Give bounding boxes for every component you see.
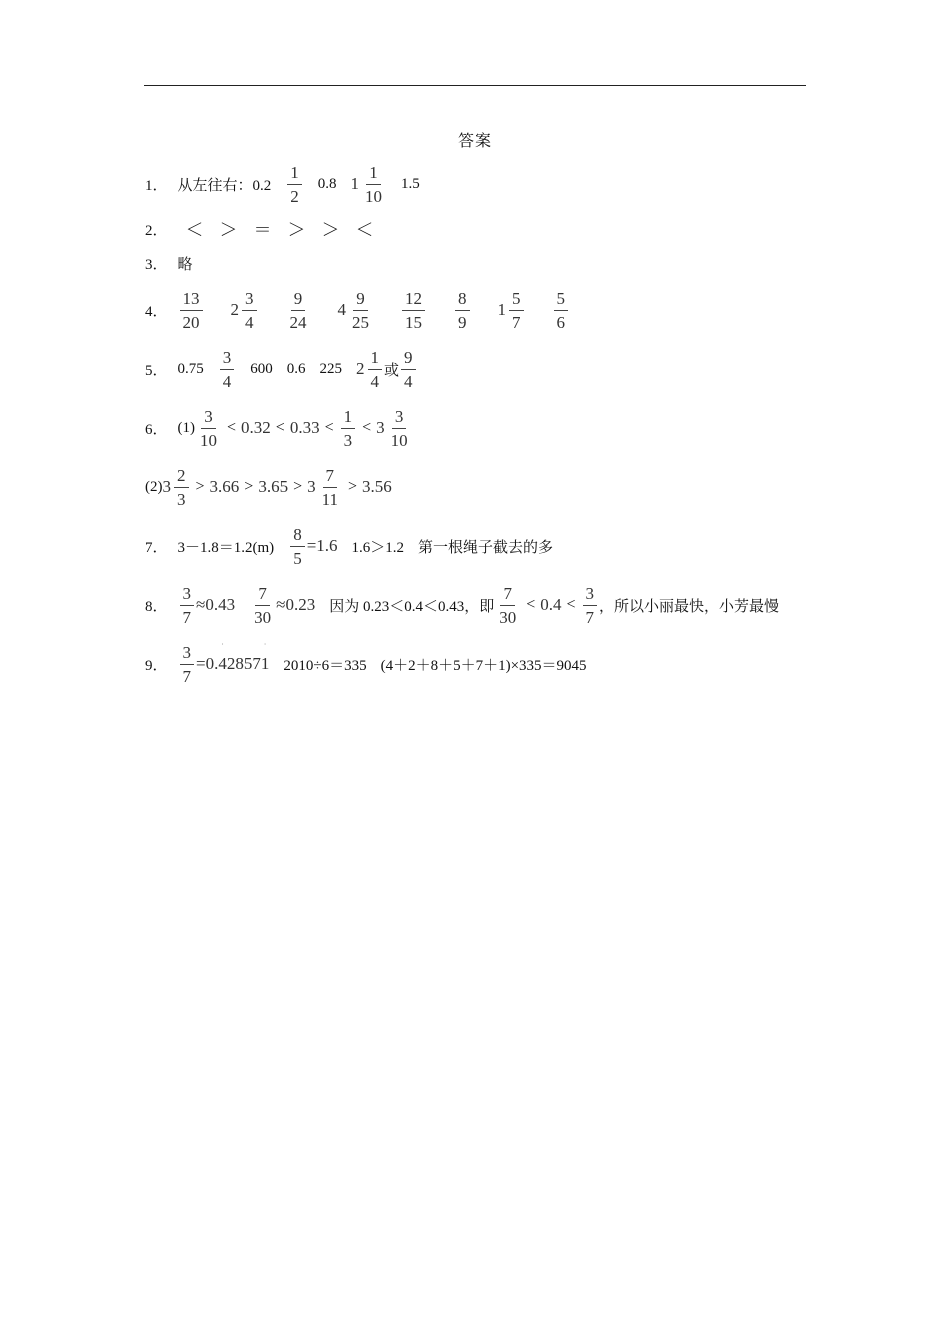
numerator: 13 xyxy=(180,288,203,311)
numerator: 1 xyxy=(341,406,356,429)
whole-part: 2 xyxy=(230,300,240,319)
comparison-symbol: ＞ xyxy=(321,220,340,240)
numerator: 3 xyxy=(242,288,257,311)
repeat-dot: · xyxy=(263,640,267,649)
fraction xyxy=(290,524,305,569)
repeat-dot: · xyxy=(221,640,224,649)
denominator: 7 xyxy=(182,666,192,686)
denominator: 4 xyxy=(404,371,413,391)
greater-than: > xyxy=(195,478,205,495)
text: 2010÷6＝335 xyxy=(283,657,367,674)
denominator: 6 xyxy=(556,312,566,332)
denominator: 4 xyxy=(370,371,380,391)
fraction xyxy=(496,583,519,628)
numerator: 9 xyxy=(353,288,368,311)
numerator: 9 xyxy=(291,288,306,311)
number: 0.4 xyxy=(540,595,562,614)
denominator: 25 xyxy=(352,312,370,332)
digit: 8 xyxy=(235,654,244,673)
denominator: 30 xyxy=(254,607,272,627)
numerator: 8 xyxy=(455,288,470,311)
fraction xyxy=(319,465,341,510)
whole-part: 3 xyxy=(376,418,385,437)
fraction xyxy=(509,288,524,333)
answer-4 xyxy=(145,283,570,337)
denominator: 2 xyxy=(290,186,299,206)
digit: 4 xyxy=(218,654,227,673)
text: (4＋2＋8＋5＋7＋1)×335＝9045 xyxy=(380,657,587,674)
denominator: 11 xyxy=(321,489,338,509)
less-than: < xyxy=(324,419,334,436)
fraction xyxy=(174,465,189,510)
numerator: 7 xyxy=(255,583,270,606)
fraction xyxy=(251,583,274,628)
digit: 5 xyxy=(243,654,253,673)
repeating-digit xyxy=(260,640,270,674)
whole-part: 3 xyxy=(307,477,316,496)
denominator: 7 xyxy=(585,607,595,627)
header-rule xyxy=(144,85,806,86)
answer-6-part-1 xyxy=(145,401,413,455)
number: 0.33 xyxy=(289,418,320,437)
greater-than: > xyxy=(293,478,303,495)
fraction xyxy=(220,347,235,392)
denominator: 20 xyxy=(182,312,200,332)
text: 0.8 xyxy=(317,175,337,192)
comparison-symbol: ＞ xyxy=(219,220,238,240)
comparison-symbol: ＜ xyxy=(185,220,204,240)
fraction xyxy=(180,288,203,333)
number: =1.6 xyxy=(306,536,338,555)
less-than: < xyxy=(526,596,536,613)
whole-part: 3 xyxy=(162,477,171,496)
answer-3 xyxy=(145,236,193,290)
numerator: 7 xyxy=(500,583,515,606)
answer-9 xyxy=(145,637,587,691)
whole-part: 1 xyxy=(497,300,507,319)
less-than: < xyxy=(275,419,285,436)
denominator: 30 xyxy=(499,607,517,627)
fraction xyxy=(368,347,383,392)
fraction xyxy=(341,406,356,451)
fraction xyxy=(349,288,372,333)
digit: 7 xyxy=(252,654,261,673)
text: (1) xyxy=(177,419,196,436)
numerator: 3 xyxy=(392,406,407,429)
text: 第一根绳子截去的多 xyxy=(418,539,554,556)
text: 225 xyxy=(319,360,343,377)
numerator: 3 xyxy=(180,583,195,606)
text: 从左往右：0.2 xyxy=(177,177,272,194)
denominator: 15 xyxy=(405,312,423,332)
denominator: 4 xyxy=(222,371,232,391)
numerator: 5 xyxy=(554,288,569,311)
denominator: 10 xyxy=(365,186,383,206)
numerator: 5 xyxy=(509,288,524,311)
whole-part: 1 xyxy=(350,174,360,193)
fraction xyxy=(287,162,302,207)
numerator: 1 xyxy=(368,347,383,370)
fraction xyxy=(401,347,416,392)
denominator: 3 xyxy=(343,430,353,450)
whole-part: 4 xyxy=(337,300,347,319)
item-number: 9． xyxy=(145,657,168,674)
numerator: 3 xyxy=(220,347,235,370)
text: 因为 0.23＜0.4＜0.43，即 xyxy=(329,598,495,615)
number: 3.65 xyxy=(258,477,289,496)
comparison-symbol: ＜ xyxy=(355,220,374,240)
text: 0.75 xyxy=(177,360,204,377)
number: =0. xyxy=(196,654,219,673)
numerator: 1 xyxy=(366,162,381,185)
text: 0.6 xyxy=(286,360,306,377)
item-number: 7． xyxy=(145,539,168,556)
text: 3－1.8＝1.2(m) xyxy=(177,539,275,556)
denominator: 24 xyxy=(289,312,307,332)
denominator: 5 xyxy=(293,548,302,568)
denominator: 7 xyxy=(512,312,521,332)
fraction xyxy=(583,583,598,628)
denominator: 7 xyxy=(182,607,192,627)
comparison-symbol: ＞ xyxy=(287,220,306,240)
item-number: 2． xyxy=(145,222,168,239)
denominator: 3 xyxy=(177,489,186,509)
denominator: 9 xyxy=(458,312,467,332)
denominator: 10 xyxy=(200,430,218,450)
text: ，所以小丽最快，小芳最慢 xyxy=(599,598,780,615)
fraction xyxy=(402,288,425,333)
text: (2) xyxy=(145,478,163,495)
greater-than: > xyxy=(244,478,254,495)
fraction xyxy=(287,288,310,333)
denominator: 10 xyxy=(390,430,408,450)
number: ≈0.43 xyxy=(196,595,236,614)
answer-7 xyxy=(145,519,553,573)
whole-part: 2 xyxy=(356,359,365,378)
numerator: 1 xyxy=(287,162,302,185)
answer-6-part-2 xyxy=(145,460,392,514)
text: 1.6＞1.2 xyxy=(351,539,405,556)
fraction xyxy=(242,288,257,333)
item-number: 6． xyxy=(145,421,168,438)
item-number: 3． xyxy=(145,256,168,273)
item-number: 8． xyxy=(145,598,168,615)
text: 或 xyxy=(384,362,400,379)
comparison-symbol: ＝ xyxy=(253,220,272,240)
repeating-digit xyxy=(218,640,227,674)
fraction xyxy=(180,583,195,628)
number: ≈0.23 xyxy=(276,595,316,614)
answer-8 xyxy=(145,578,779,632)
item-number: 1． xyxy=(145,177,168,194)
fraction xyxy=(197,406,220,451)
digit: 2 xyxy=(226,654,236,673)
item-number: 5． xyxy=(145,362,168,379)
fraction xyxy=(388,406,411,451)
item-number: 4． xyxy=(145,303,168,320)
text: 1.5 xyxy=(401,175,420,192)
digit: 1 xyxy=(260,654,270,673)
numerator: 3 xyxy=(583,583,598,606)
less-than: < xyxy=(566,596,576,613)
less-than: < xyxy=(227,419,237,436)
text: 600 xyxy=(250,360,273,377)
numerator: 2 xyxy=(174,465,189,488)
text: 略 xyxy=(177,256,193,273)
numerator: 9 xyxy=(401,347,416,370)
number: 3.66 xyxy=(209,477,240,496)
fraction xyxy=(554,288,569,333)
fraction xyxy=(180,642,195,687)
greater-than: > xyxy=(347,478,357,495)
denominator: 4 xyxy=(245,312,254,332)
numerator: 12 xyxy=(402,288,425,311)
numerator: 3 xyxy=(180,642,195,665)
page-title: 答案 xyxy=(457,133,492,150)
numerator: 3 xyxy=(201,406,216,429)
fraction xyxy=(455,288,470,333)
numerator: 7 xyxy=(323,465,338,488)
number: 3.56 xyxy=(362,477,392,496)
fraction xyxy=(362,162,385,207)
numerator: 8 xyxy=(290,524,305,547)
number: 0.32 xyxy=(241,418,271,437)
answer-5 xyxy=(145,342,418,396)
less-than: < xyxy=(362,419,372,436)
